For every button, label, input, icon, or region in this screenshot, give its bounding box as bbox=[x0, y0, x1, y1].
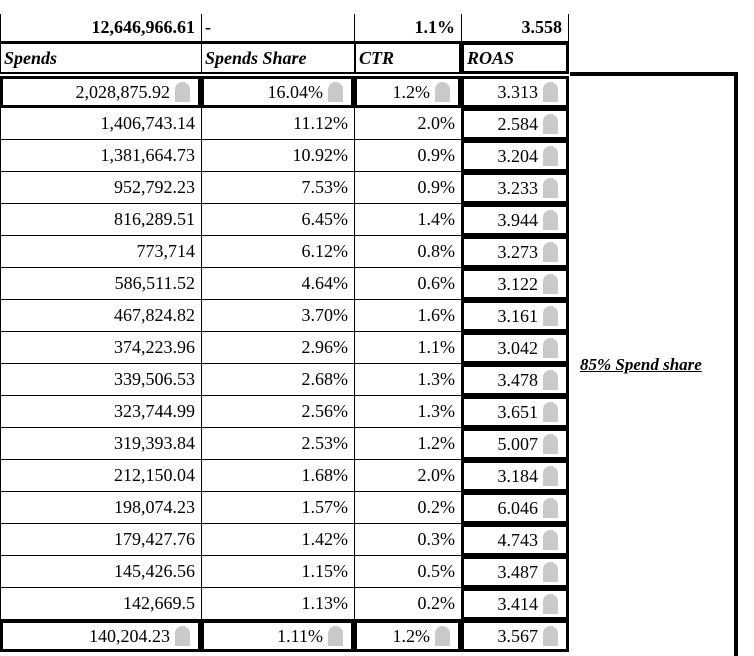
cell-share-value: 2.56% bbox=[301, 401, 348, 421]
cell-ctr-value: 0.2% bbox=[417, 497, 455, 517]
comment-indicator-icon bbox=[328, 626, 343, 646]
cell-ctr-value: 0.9% bbox=[417, 177, 455, 197]
cell-ctr-value: 1.6% bbox=[417, 305, 455, 325]
cell-roas[interactable] bbox=[461, 108, 569, 140]
cell-roas[interactable] bbox=[461, 332, 569, 364]
cell-roas[interactable] bbox=[461, 364, 569, 396]
cell-ctr[interactable] bbox=[354, 492, 461, 524]
cell-spends-value: 2,028,875.92 bbox=[75, 81, 170, 102]
cell-spends-value: 319,393.84 bbox=[114, 433, 195, 453]
cell-share[interactable] bbox=[201, 492, 354, 524]
cell-roas[interactable] bbox=[461, 460, 569, 492]
cell-spends-value: 145,426.56 bbox=[114, 561, 195, 581]
cell-ctr[interactable] bbox=[354, 588, 461, 620]
cell-spends-value: 1,406,743.14 bbox=[100, 113, 195, 133]
cell-spends[interactable] bbox=[0, 268, 201, 300]
cell-ctr-value: 0.8% bbox=[417, 241, 455, 261]
total-roas-cell[interactable] bbox=[461, 14, 569, 42]
cell-spends-value: 586,511.52 bbox=[114, 273, 195, 293]
cell-roas[interactable] bbox=[461, 492, 569, 524]
cell-ctr[interactable] bbox=[354, 268, 461, 300]
cell-ctr[interactable] bbox=[354, 300, 461, 332]
cell-roas-value: 2.584 bbox=[497, 113, 538, 134]
cell-ctr[interactable] bbox=[354, 460, 461, 492]
cell-spends[interactable] bbox=[0, 428, 201, 460]
cell-roas[interactable] bbox=[461, 236, 569, 268]
cell-share[interactable] bbox=[201, 364, 354, 396]
cell-ctr[interactable] bbox=[354, 204, 461, 236]
cell-ctr-value: 1.3% bbox=[417, 401, 455, 421]
cell-spends[interactable] bbox=[0, 364, 201, 396]
total-spends-value: 12,646,966.61 bbox=[91, 17, 195, 37]
comment-indicator-icon bbox=[543, 594, 558, 614]
cell-roas-value: 3.161 bbox=[497, 305, 538, 326]
total-roas-value: 3.558 bbox=[521, 17, 562, 37]
cell-ctr-value: 0.3% bbox=[417, 529, 455, 549]
comment-indicator-icon bbox=[543, 402, 558, 422]
cell-roas-value: 5.007 bbox=[497, 433, 538, 454]
comment-indicator-icon bbox=[543, 498, 558, 518]
cell-ctr[interactable] bbox=[354, 364, 461, 396]
cell-roas[interactable] bbox=[461, 204, 569, 236]
cell-spends[interactable] bbox=[0, 620, 201, 652]
cell-spends[interactable] bbox=[0, 396, 201, 428]
header-spends-share[interactable] bbox=[201, 42, 354, 74]
cell-ctr-value: 1.2% bbox=[417, 433, 455, 453]
cell-roas[interactable] bbox=[461, 620, 569, 652]
cell-roas-value: 3.313 bbox=[497, 81, 538, 102]
cell-roas-value: 3.651 bbox=[497, 401, 538, 422]
cell-ctr-value: 1.3% bbox=[417, 369, 455, 389]
cell-ctr[interactable] bbox=[354, 140, 461, 172]
cell-share-value: 1.11% bbox=[277, 625, 323, 646]
comment-indicator-icon bbox=[543, 210, 558, 230]
cell-share-value: 1.57% bbox=[301, 497, 348, 517]
comment-indicator-icon bbox=[543, 562, 558, 582]
cell-ctr-value: 0.2% bbox=[417, 593, 455, 613]
cell-spends-value: 339,506.53 bbox=[114, 369, 195, 389]
cell-ctr[interactable] bbox=[354, 76, 461, 108]
cell-ctr-value: 0.5% bbox=[417, 561, 455, 581]
cell-share[interactable] bbox=[201, 588, 354, 620]
cell-roas[interactable] bbox=[461, 300, 569, 332]
cell-roas[interactable] bbox=[461, 428, 569, 460]
cell-roas[interactable] bbox=[461, 268, 569, 300]
cell-roas[interactable] bbox=[461, 524, 569, 556]
cell-share[interactable] bbox=[201, 300, 354, 332]
cell-spends-value: 323,744.99 bbox=[114, 401, 195, 421]
cell-share[interactable] bbox=[201, 172, 354, 204]
cell-roas[interactable] bbox=[461, 556, 569, 588]
cell-spends[interactable] bbox=[0, 108, 201, 140]
cell-ctr[interactable] bbox=[354, 524, 461, 556]
cell-share[interactable] bbox=[201, 140, 354, 172]
comment-indicator-icon bbox=[543, 274, 558, 294]
cell-share[interactable] bbox=[201, 460, 354, 492]
cell-spends-value: 952,792.23 bbox=[114, 177, 195, 197]
cell-spends-value: 1,381,664.73 bbox=[100, 145, 195, 165]
cell-roas-value: 3.184 bbox=[497, 465, 538, 486]
cell-roas[interactable] bbox=[461, 172, 569, 204]
cell-spends-value: 773,714 bbox=[136, 241, 195, 261]
cell-spends[interactable] bbox=[0, 460, 201, 492]
cell-share[interactable] bbox=[201, 268, 354, 300]
total-spends-cell[interactable] bbox=[0, 14, 201, 42]
cell-share-value: 1.15% bbox=[301, 561, 348, 581]
cell-spends[interactable] bbox=[0, 332, 201, 364]
cell-ctr-value: 1.2% bbox=[392, 625, 430, 646]
cell-ctr[interactable] bbox=[354, 108, 461, 140]
header-ctr-label: CTR bbox=[359, 47, 395, 68]
cell-roas-value: 3.042 bbox=[497, 337, 538, 358]
cell-ctr-value: 1.4% bbox=[417, 209, 455, 229]
cell-share[interactable] bbox=[201, 428, 354, 460]
total-ctr-value: 1.1% bbox=[414, 17, 455, 37]
cell-spends-value: 212,150.04 bbox=[114, 465, 195, 485]
comment-indicator-icon bbox=[435, 626, 450, 646]
cell-share-value: 6.12% bbox=[301, 241, 348, 261]
cell-spends[interactable] bbox=[0, 524, 201, 556]
cell-share-value: 11.12% bbox=[293, 113, 348, 133]
cell-ctr[interactable] bbox=[354, 556, 461, 588]
cell-share-value: 1.13% bbox=[301, 593, 348, 613]
comment-indicator-icon bbox=[175, 626, 190, 646]
cell-ctr-value: 1.1% bbox=[417, 337, 455, 357]
comment-indicator-icon bbox=[543, 178, 558, 198]
cell-spends[interactable] bbox=[0, 588, 201, 620]
cell-share[interactable] bbox=[201, 556, 354, 588]
cell-roas-value: 3.567 bbox=[497, 625, 538, 646]
cell-spends-value: 142,669.5 bbox=[123, 593, 195, 613]
comment-indicator-icon bbox=[435, 82, 450, 102]
header-roas-label: ROAS bbox=[467, 47, 515, 68]
cell-share[interactable] bbox=[201, 396, 354, 428]
cell-share[interactable] bbox=[201, 332, 354, 364]
cell-ctr-value: 0.6% bbox=[417, 273, 455, 293]
cell-spends[interactable] bbox=[0, 172, 201, 204]
cell-ctr[interactable] bbox=[354, 236, 461, 268]
total-share-cell[interactable] bbox=[201, 14, 354, 42]
cell-roas-value: 3.414 bbox=[497, 593, 538, 614]
bracket-right-line bbox=[734, 72, 738, 656]
cell-ctr-value: 2.0% bbox=[417, 465, 455, 485]
cell-spends-value: 198,074.23 bbox=[114, 497, 195, 517]
header-roas[interactable] bbox=[461, 42, 569, 74]
cell-share-value: 7.53% bbox=[301, 177, 348, 197]
cell-roas-value: 3.944 bbox=[497, 209, 538, 230]
cell-share-value: 4.64% bbox=[301, 273, 348, 293]
total-ctr-cell[interactable] bbox=[354, 14, 461, 42]
comment-indicator-icon bbox=[543, 338, 558, 358]
cell-roas-value: 6.046 bbox=[497, 497, 538, 518]
comment-indicator-icon bbox=[543, 82, 558, 102]
cell-spends-value: 140,204.23 bbox=[89, 625, 170, 646]
cell-ctr[interactable] bbox=[354, 620, 461, 652]
cell-roas-value: 4.743 bbox=[497, 529, 538, 550]
header-spends-label: Spends bbox=[4, 47, 58, 68]
cell-spends[interactable] bbox=[0, 140, 201, 172]
comment-indicator-icon bbox=[543, 626, 558, 646]
total-share-value: - bbox=[205, 17, 211, 37]
comment-indicator-icon bbox=[543, 306, 558, 326]
cell-roas[interactable] bbox=[461, 588, 569, 620]
cell-roas[interactable] bbox=[461, 140, 569, 172]
comment-indicator-icon bbox=[328, 82, 343, 102]
cell-roas-value: 3.478 bbox=[497, 369, 538, 390]
cell-ctr[interactable] bbox=[354, 396, 461, 428]
cell-share-value: 3.70% bbox=[301, 305, 348, 325]
cell-roas-value: 3.273 bbox=[497, 241, 538, 262]
cell-share[interactable] bbox=[201, 524, 354, 556]
comment-indicator-icon bbox=[543, 370, 558, 390]
cell-share[interactable] bbox=[201, 108, 354, 140]
cell-spends-value: 374,223.96 bbox=[114, 337, 195, 357]
cell-ctr[interactable] bbox=[354, 172, 461, 204]
bracket-top-line bbox=[570, 72, 738, 76]
cell-share[interactable] bbox=[201, 236, 354, 268]
cell-share[interactable] bbox=[201, 620, 354, 652]
cell-ctr-value: 2.0% bbox=[417, 113, 455, 133]
cell-spends[interactable] bbox=[0, 300, 201, 332]
comment-indicator-icon bbox=[543, 146, 558, 166]
cell-share-value: 2.68% bbox=[301, 369, 348, 389]
cell-share-value: 2.96% bbox=[301, 337, 348, 357]
cell-share-value: 1.42% bbox=[301, 529, 348, 549]
cell-ctr[interactable] bbox=[354, 428, 461, 460]
cell-spends-value: 816,289.51 bbox=[114, 209, 195, 229]
cell-spends[interactable] bbox=[0, 204, 201, 236]
cell-spends-value: 179,427.76 bbox=[114, 529, 195, 549]
spend-share-note: 85% Spend share bbox=[580, 355, 702, 374]
cell-spends[interactable] bbox=[0, 556, 201, 588]
cell-roas[interactable] bbox=[461, 396, 569, 428]
header-spends[interactable] bbox=[0, 42, 201, 74]
cell-roas-value: 3.487 bbox=[497, 561, 538, 582]
cell-roas-value: 3.122 bbox=[497, 273, 538, 294]
comment-indicator-icon bbox=[543, 530, 558, 550]
comment-indicator-icon bbox=[175, 82, 190, 102]
cell-share-value: 6.45% bbox=[301, 209, 348, 229]
cell-spends[interactable] bbox=[0, 76, 201, 108]
cell-spends[interactable] bbox=[0, 236, 201, 268]
comment-indicator-icon bbox=[543, 114, 558, 134]
cell-roas[interactable] bbox=[461, 76, 569, 108]
cell-roas-value: 3.233 bbox=[497, 177, 538, 198]
header-spends-share-label: Spends Share bbox=[205, 47, 307, 68]
cell-share-value: 16.04% bbox=[267, 81, 323, 102]
cell-spends-value: 467,824.82 bbox=[114, 305, 195, 325]
comment-indicator-icon bbox=[543, 242, 558, 262]
cell-share[interactable] bbox=[201, 76, 354, 108]
cell-spends[interactable] bbox=[0, 492, 201, 524]
cell-ctr-value: 0.9% bbox=[417, 145, 455, 165]
cell-share-value: 2.53% bbox=[301, 433, 348, 453]
cell-share-value: 1.68% bbox=[301, 465, 348, 485]
comment-indicator-icon bbox=[543, 466, 558, 486]
comment-indicator-icon bbox=[543, 434, 558, 454]
header-ctr[interactable] bbox=[354, 42, 461, 74]
cell-ctr[interactable] bbox=[354, 332, 461, 364]
cell-share[interactable] bbox=[201, 204, 354, 236]
cell-share-value: 10.92% bbox=[292, 145, 348, 165]
cell-ctr-value: 1.2% bbox=[392, 81, 430, 102]
cell-roas-value: 3.204 bbox=[497, 145, 538, 166]
